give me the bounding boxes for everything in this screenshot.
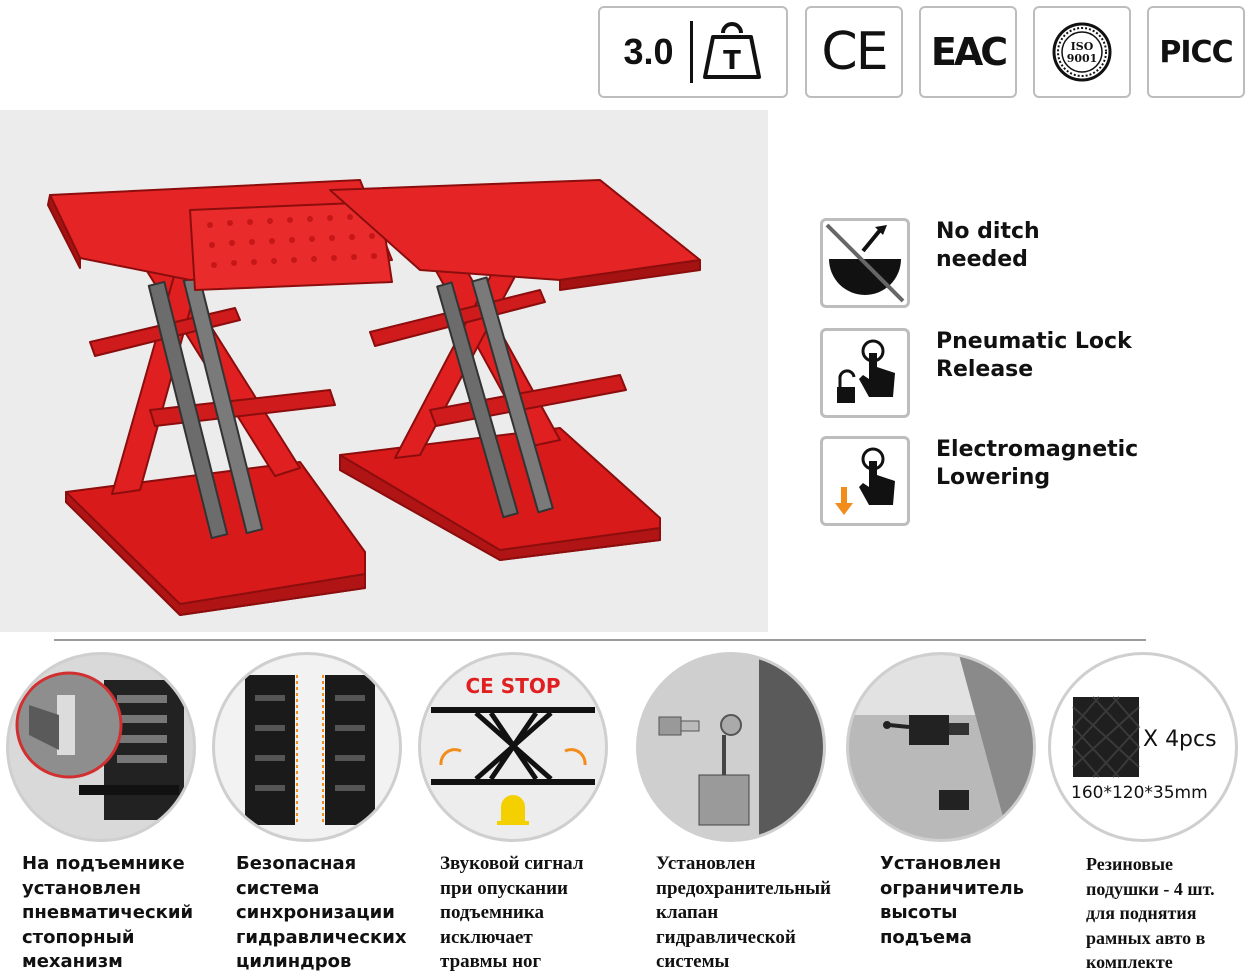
tonnage-value: 3.0	[623, 31, 674, 72]
iso-badge	[1033, 6, 1131, 98]
detail-image-cylinder-sync	[212, 652, 402, 842]
caption-line: Установлен	[880, 853, 1002, 874]
caption-line: травмы ног	[440, 951, 542, 972]
caption-line: Резиновые	[1086, 854, 1174, 874]
caption-pneumatic-stopper	[22, 852, 193, 975]
no-ditch-icon	[820, 218, 910, 308]
feature-text-pneumatic-lock	[936, 328, 1236, 384]
caption-height-limiter	[880, 852, 1024, 950]
caption-line: системы	[656, 951, 730, 972]
ce-stop-label: CE STOP	[465, 674, 561, 698]
iso-seal-icon	[1051, 21, 1113, 83]
caption-line: стопорный	[22, 926, 135, 948]
pcc-mark: PICC	[1159, 34, 1233, 70]
ce-mark: CE	[821, 22, 887, 82]
feature-line: Release	[936, 357, 1034, 382]
detail-image-ce-stop	[418, 652, 608, 842]
left-lift	[48, 180, 392, 615]
feature-line: Electromagnetic	[936, 437, 1139, 462]
caption-line: синхронизации	[236, 902, 395, 923]
section-divider	[54, 639, 1146, 641]
feature-text-no-ditch	[936, 218, 1236, 274]
caption-line: Установлен	[656, 853, 756, 874]
caption-line: подушки - 4 шт.	[1086, 878, 1215, 899]
caption-line: пневматический	[22, 902, 194, 923]
scissor-lift-illustration	[0, 110, 768, 632]
caption-line: предохранительный	[656, 877, 831, 899]
caption-line: подъема	[880, 926, 972, 948]
caption-line: На подъемнике	[22, 853, 185, 874]
badge-separator	[690, 21, 693, 83]
caption-line: механизм	[22, 951, 123, 972]
caption-line: высоты	[880, 902, 958, 923]
pneumatic-lock-icon	[820, 328, 910, 418]
caption-line: Звуковой сигнал	[440, 853, 584, 874]
feature-line: Lowering	[936, 465, 1051, 490]
pad-quantity: X 4pcs	[1143, 727, 1217, 752]
feature-line: Pneumatic Lock	[936, 329, 1132, 354]
caption-line: гидравлической	[656, 926, 796, 948]
svg-text:ISO: ISO	[1070, 40, 1094, 53]
caption-line: ограничитель	[880, 877, 1025, 899]
eac-mark: EAC	[930, 30, 1006, 74]
caption-line: система	[236, 877, 320, 899]
caption-line: при опускании	[440, 877, 569, 899]
lowering-icon	[820, 436, 910, 526]
caption-line: подъемника	[440, 902, 545, 923]
feature-line: No ditch	[936, 219, 1040, 244]
right-lift	[330, 180, 700, 560]
weight-symbol: T	[722, 46, 741, 76]
caption-line: установлен	[22, 877, 142, 899]
feature-text-electromagnetic-lowering	[936, 436, 1236, 492]
caption-cylinder-sync	[236, 852, 406, 975]
caption-ce-stop	[440, 852, 583, 975]
feature-electromagnetic-lowering	[820, 436, 1240, 528]
weight-icon	[701, 21, 763, 83]
ce-badge	[805, 6, 903, 98]
caption-rubber-pads	[1086, 852, 1215, 975]
scissor-lift-photo	[0, 110, 768, 632]
tonnage-badge	[598, 6, 788, 98]
caption-safety-valve	[656, 852, 831, 975]
caption-line: цилиндров	[236, 951, 352, 972]
caption-line: гидравлических	[236, 926, 407, 948]
caption-line: для поднятия	[1086, 903, 1197, 923]
eac-badge	[919, 6, 1017, 98]
detail-image-height-limiter	[846, 652, 1036, 842]
detail-image-rubber-pads	[1048, 652, 1238, 842]
certification-badges	[598, 6, 1246, 102]
pcc-badge	[1147, 6, 1245, 98]
pad-size: 160*120*35mm	[1071, 783, 1208, 803]
feature-line: needed	[936, 247, 1028, 272]
feature-no-ditch	[820, 218, 1240, 310]
detail-image-pneumatic-stopper	[6, 652, 196, 842]
caption-line: комплекте	[1086, 952, 1173, 972]
caption-line: рамных авто в	[1086, 927, 1206, 948]
detail-image-safety-valve	[636, 652, 826, 842]
feature-pneumatic-lock	[820, 328, 1240, 420]
caption-line: Безопасная	[236, 853, 357, 874]
svg-text:9001: 9001	[1066, 52, 1098, 65]
caption-line: исключает	[440, 926, 533, 948]
caption-line: клапан	[656, 902, 719, 923]
